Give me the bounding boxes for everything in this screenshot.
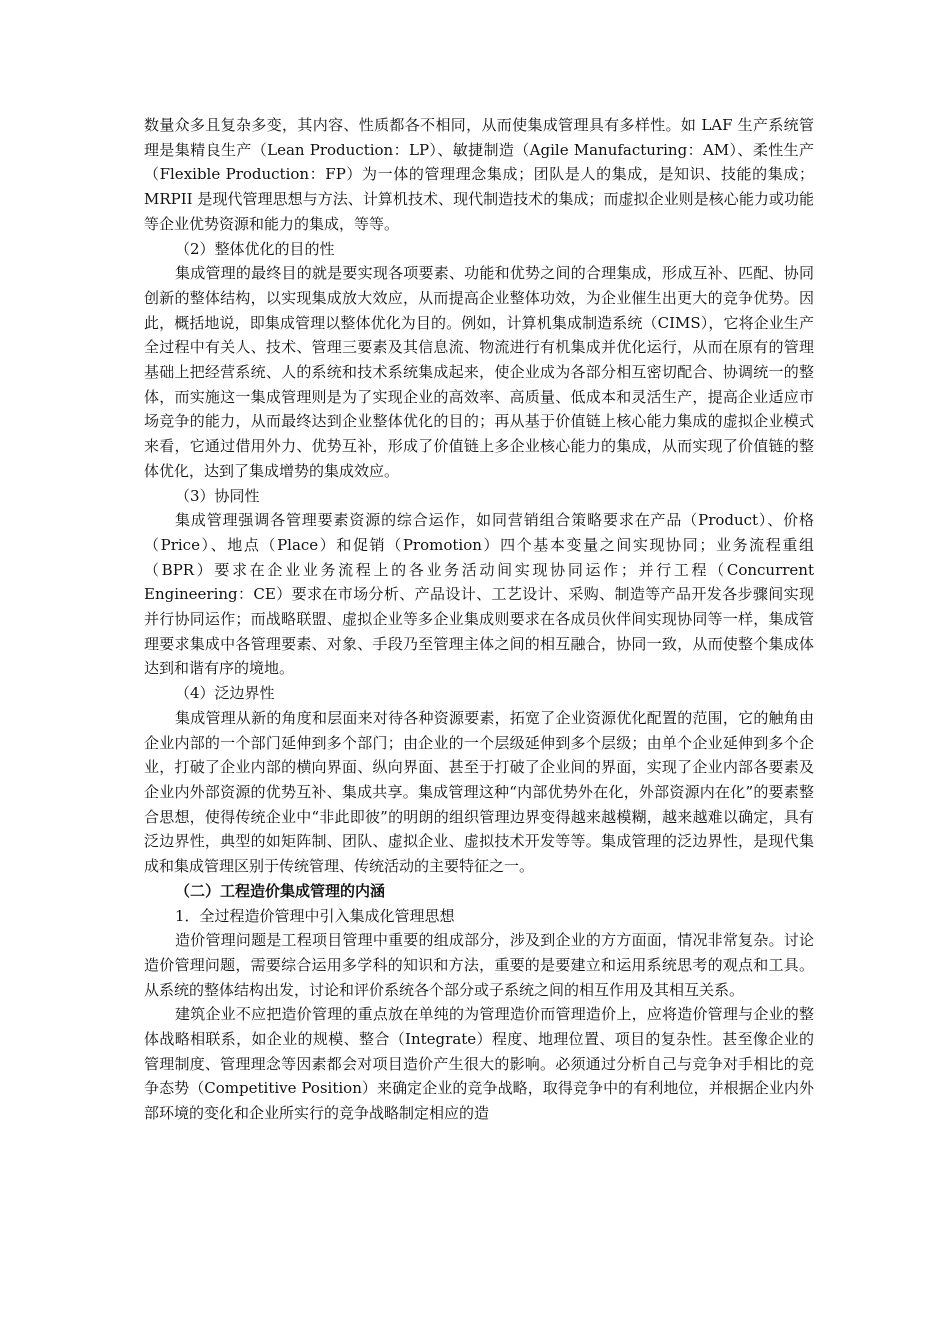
subsection-heading: 1．全过程造价管理中引入集成化管理思想 [175,906,455,925]
document-body [144,113,814,1126]
body-paragraph: 集成管理从新的角度和层面来对待各种资源要素，拓宽了企业资源优化配置的范围，它的触角由企业内部的一个部门延伸到多个部门；由企业的一个层级延伸到多个层级；由单个企业延伸到多个企业，打破了企业内部的横向界面、纵向界面、甚至于打破了企业间的界面，实现了企业内部各要素及企业内外部资源的优势互补、集成共享。集成管理这种“内部优势外在化，外部资源内在化”的要素整合思想，使得传统企业中“非此即彼”的明朗的组织管理边界变得越来越模糊，越来越难以确定，具有泛边界性，典型的如矩阵制、团队、虚拟企业、虚拟技术开发等等。集成管理的泛边界性，是现代集成和集成管理区别于传统管理、传统活动的主要特征之一。 [144,708,814,876]
body-paragraph: 集成管理强调各管理要素资源的综合运作，如同营销组合策略要求在产品（Product）、价格（Price）、地点（Place）和促销（Promotion）四个基本变量之间实现协同；业务流程重组（BPR）要求在企业业务流程上的各业务活动间实现协同运作；并行工程（Concurrent Engineering：CE）要求在市场分析、产品设计、工艺设计、采购、制造等产品开发各步骤间实现并行协同运作；而战略联盟、虚拟企业等多企业集成则要求在各成员伙伴间实现协同等一样，集成管理要求集成中各管理要素、对象、手段乃至管理主体之间的相互融合，协同一致，从而使整个集成体达到和谐有序的境地。 [144,511,814,678]
section-heading: （二）工程造价集成管理的内涵 [175,881,386,900]
subsection-heading: （2）整体优化的目的性 [175,239,335,258]
subsection-heading: （3）协同性 [175,486,260,505]
subsection-heading: （4）泛边界性 [175,684,275,703]
body-paragraph: 集成管理的最终目的就是要实现各项要素、功能和优势之间的合理集成，形成互补、匹配、协同创新的整体结构，以实现集成放大效应，从而提高企业整体功效，为企业催生出更大的竞争优势。因此，概括地说，即集成管理以整体优化为目的。例如，计算机集成制造系统（CIMS），它将企业生产全过程中有关人、技术、管理三要素及其信息流、物流进行有机集成并优化运行，从而在原有的管理基础上把经营系统、人的系统和技术系统集成起来，使企业成为各部分相互密切配合、协调统一的整体，而实施这一集成管理则是为了实现企业的高效率、高质量、低成本和灵活生产，提高企业适应市场竞争的能力，从而最终达到企业整体优化的目的；再从基于价值链上核心能力集成的虚拟企业模式来看，它通过借用外力、优势互补，形成了价值链上多企业核心能力的集成，从而实现了价值链的整体优化，达到了集成增势的集成效应。 [144,264,814,480]
body-paragraph: 建筑企业不应把造价管理的重点放在单纯的为管理造价而管理造价上，应将造价管理与企业的整体战略相联系，如企业的规模、整合（Integrate）程度、地理位置、项目的复杂性。甚至像企业的管理制度、管理理念等因素都会对项目造价产生很大的影响。必须通过分析自己与竞争对手相比的竞争态势（Competitive Position）来确定企业的竞争战略，取得竞争中的有利地位，并根据企业内外部环境的变化和企业所实行的竞争战略制定相应的造 [144,1005,814,1123]
body-paragraph: 造价管理问题是工程项目管理中重要的组成部分，涉及到企业的方方面面，情况非常复杂。讨论造价管理问题，需要综合运用多学科的知识和方法，重要的是要建立和运用系统思考的观点和工具。从系统的整体结构出发，讨论和评价系统各个部分或子系统之间的相互作用及其相互关系。 [144,931,814,999]
body-paragraph: 数量众多且复杂多变，其内容、性质都各不相同，从而使集成管理具有多样性。如 LAF 生产系统管理是集精良生产（Lean Production：LP）、敏捷制造（Agile Manufacturing：AM）、柔性生产（Flexible Production：FP）为一体的管理理念集成；团队是人的集成，是知识、技能的集成；MRPII 是现代管理思想与方法、计算机技术、现代制造技术的集成；而虚拟企业则是核心能力或功能等企业优势资源和能力的集成，等等。 [144,116,814,233]
